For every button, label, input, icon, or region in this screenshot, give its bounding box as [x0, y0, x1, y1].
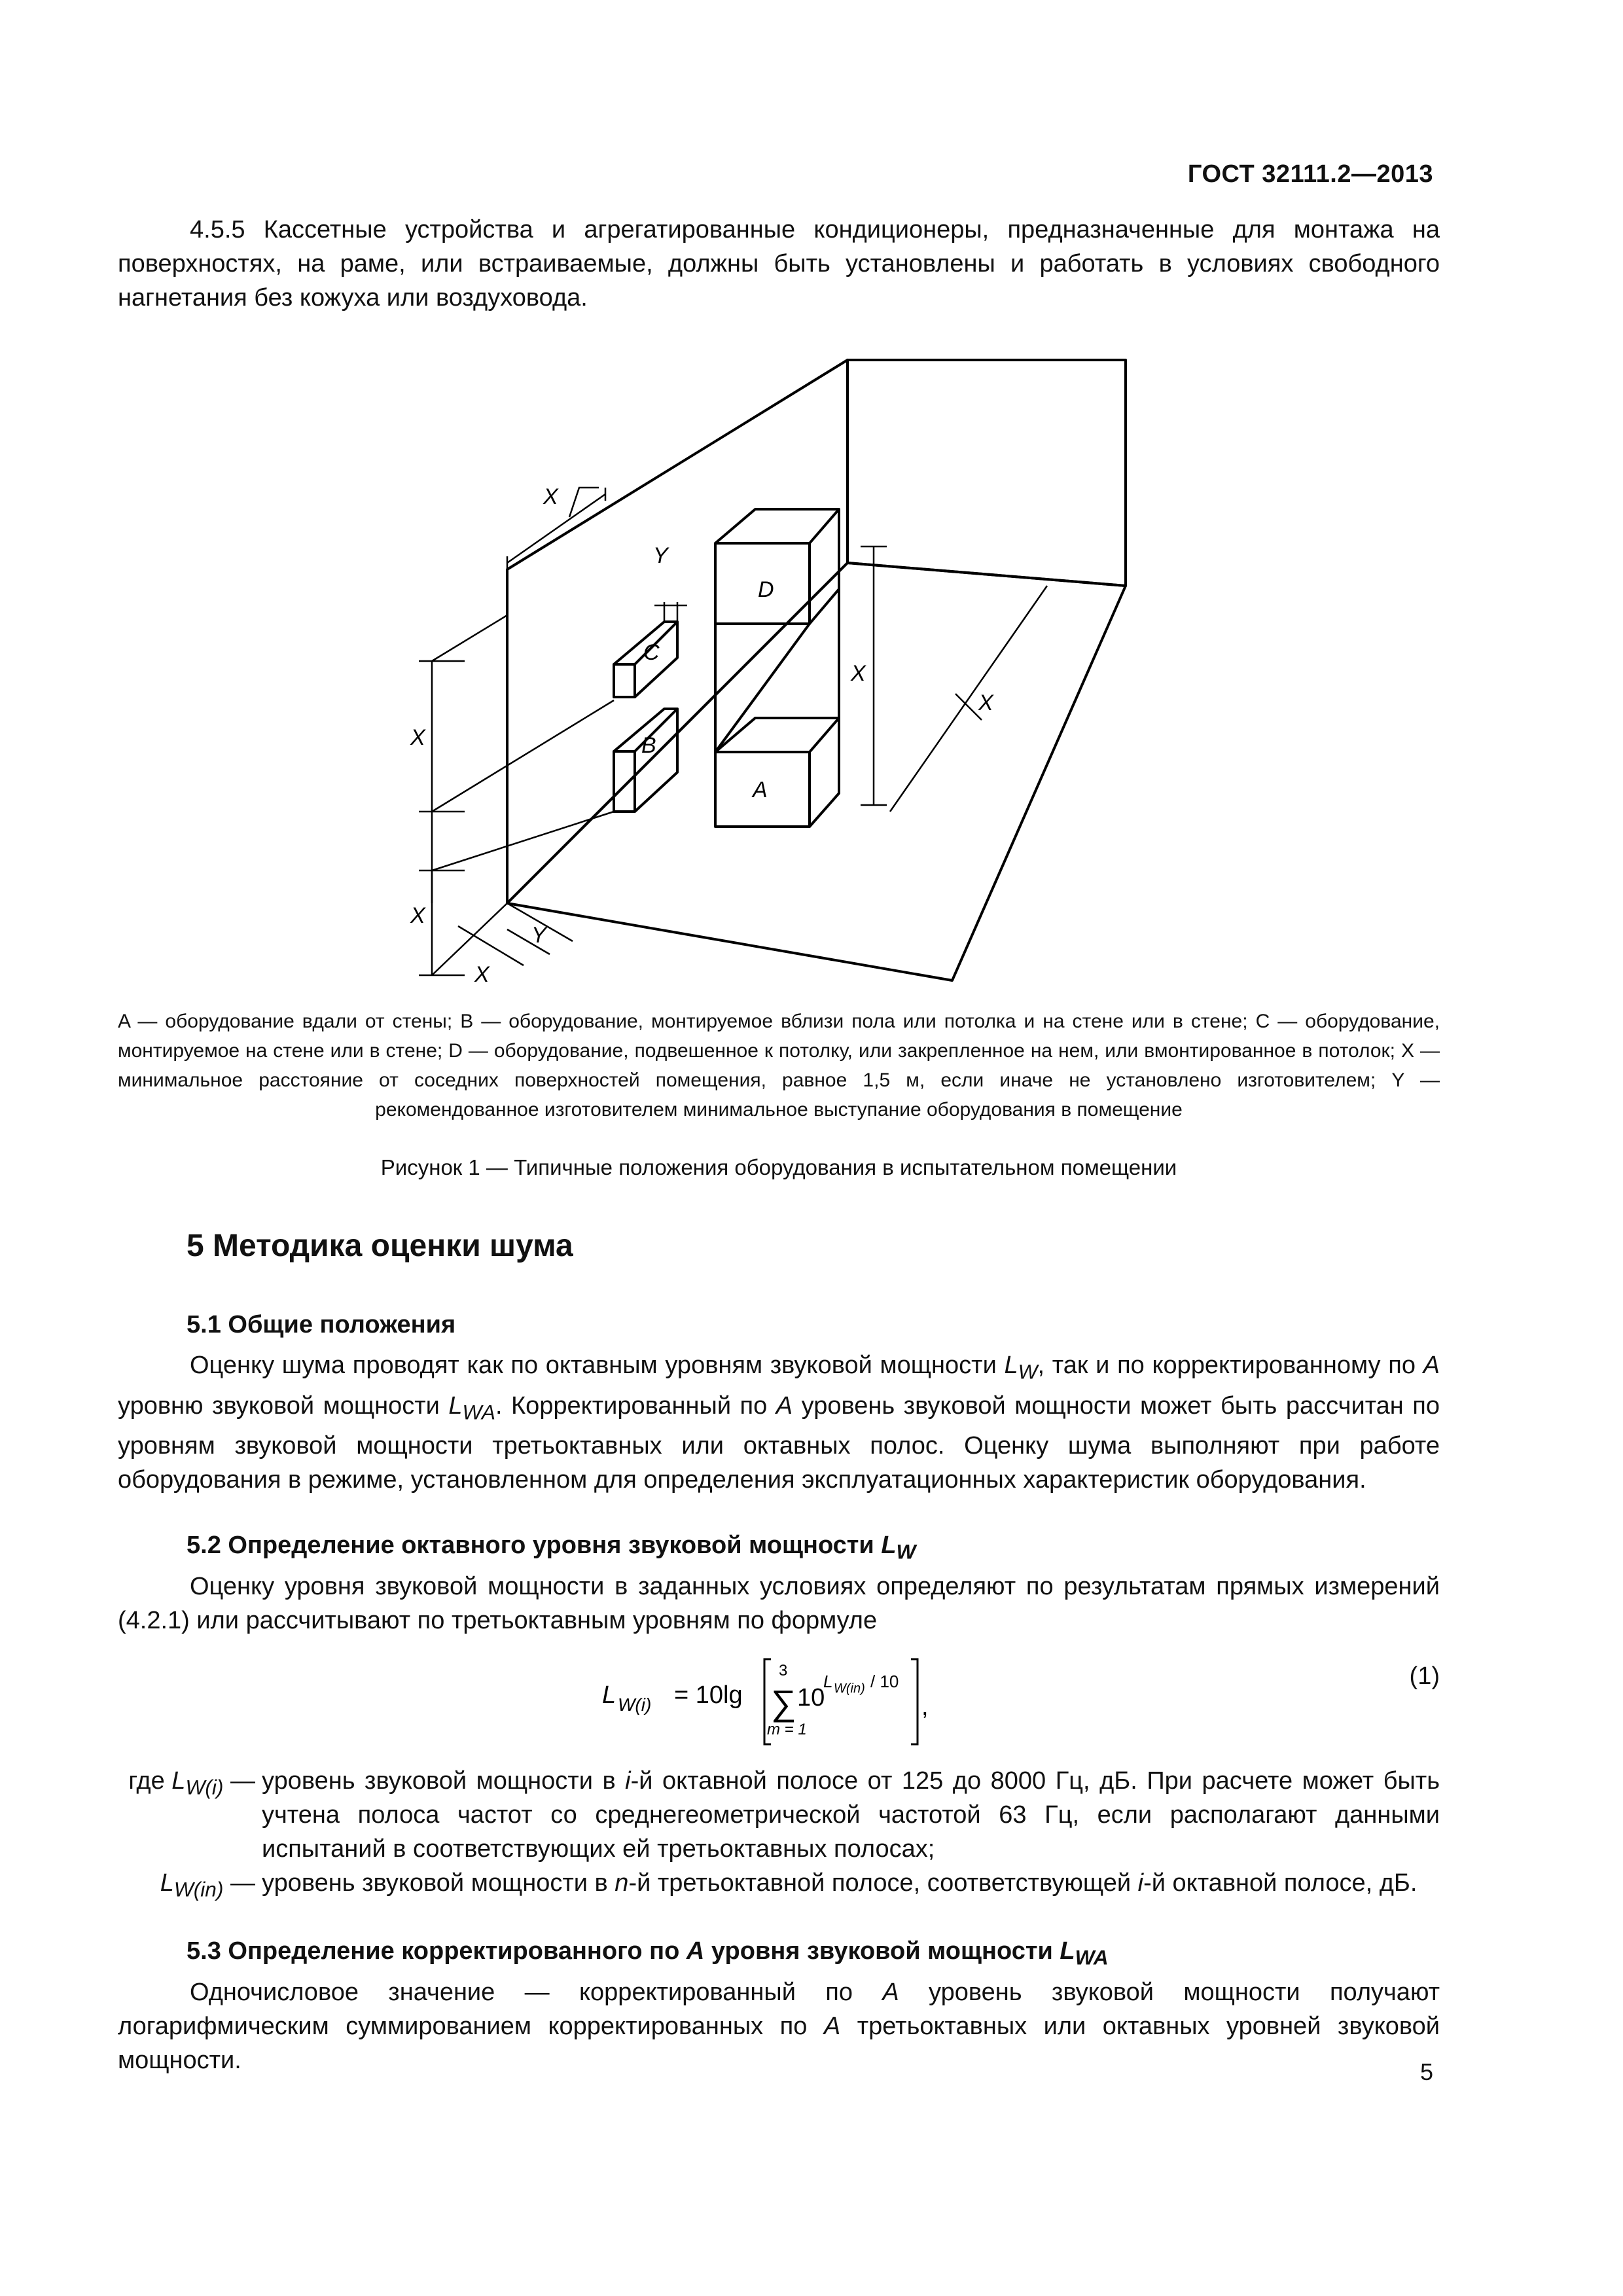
box-b [614, 709, 677, 812]
symbol-wa: WA [462, 1400, 495, 1424]
symbol-i: i [1137, 1869, 1144, 1897]
formula-number: (1) [1409, 1662, 1440, 1690]
back-wall [847, 360, 1126, 586]
figure-caption: Рисунок 1 — Типичные положения оборудования в испытательном помещении [380, 1155, 1177, 1179]
text-run: уровень звуковой мощности может быть рассчитан по уровням звуковой мощности третьоктавных или октавных полос. Оценку шума выполняют при работе оборудования в режиме, установленном для определения эксплуатационных характеристик оборудования. [118, 1391, 1440, 1494]
symbol-l: L [1004, 1352, 1018, 1379]
dim-y-top [654, 602, 687, 622]
definition-lwin [118, 1866, 1440, 1907]
figure-diagram [380, 353, 1243, 995]
definition-text [262, 1764, 1440, 1866]
symbol-l: L [160, 1869, 174, 1897]
stand-lines [715, 589, 839, 752]
symbol-l: L [448, 1391, 463, 1420]
box-d [715, 509, 839, 624]
definitions-list [118, 1764, 1440, 1907]
definition-lwi [118, 1764, 1440, 1866]
symbol-l: L [1060, 1937, 1075, 1965]
formula-comma: , [921, 1693, 929, 1721]
symbol-w: W [896, 1539, 916, 1564]
label-x-right-diagonal: X [978, 691, 993, 715]
symbol-i: i [625, 1767, 631, 1795]
label-x-left-lower: X [410, 903, 425, 928]
subsection-5-3-paragraph [118, 1975, 1440, 2077]
symbol-sub: W(in) [173, 1877, 224, 1901]
symbol-w: W [1018, 1359, 1038, 1384]
formula-lhs-sub: W(i) [618, 1695, 652, 1715]
title-text: 5.3 Определение корректированного по [187, 1937, 687, 1965]
text-run: -й третьоктавной полосе, соответствующей [628, 1869, 1138, 1897]
dash: — [223, 1869, 255, 1897]
label-d: D [758, 577, 774, 602]
title-text: уровня звуковой мощности [704, 1937, 1060, 1965]
figure-legend: A — оборудование вдали от стены; B — оборудование, монтируемое вблизи пола или потолка и на стене или в стене; C — оборудование, монтируемое на стене или в стене; D — оборудование, подвешенное к потолку, или закрепленное на нем, или вмонтированное в потолок; X — минимальное расстояние от соседних поверхностей помещения, равное 1,5 м, если иначе не установлено изготовителем; Y — рекомендованное изготовителем минимальное выступание оборудования в помещение [118, 1011, 1440, 1121]
text-run: уровень звуковой мощности в [262, 1869, 615, 1897]
formula-1 [589, 1649, 982, 1754]
where-word: где [128, 1767, 172, 1795]
label-x-left-upper: X [410, 725, 425, 750]
title-text: 5.2 Определение октавного уровня звуковой мощности [187, 1532, 882, 1559]
formula-sigma: ∑ [771, 1683, 796, 1723]
label-x-top: X [543, 484, 558, 509]
text-run: Одночисловое значение — корректированный по [190, 1979, 883, 2006]
intro-paragraph: 4.5.5 Кассетные устройства и агрегатированные кондиционеры, предназначенные для монтажа на поверхностях, на раме, или встраиваемые, должны быть установлены и работать в условиях свободного нагнетания без кожуха или воздуховода. [118, 216, 1440, 312]
label-x-right-vertical: X [851, 661, 866, 686]
symbol-l: L [881, 1532, 897, 1559]
text-run: -й октавной полосе, дБ. [1143, 1869, 1418, 1897]
page-number: 5 [1419, 2058, 1433, 2085]
formula-lhs: L [602, 1681, 616, 1709]
definition-text [262, 1866, 1440, 1907]
text-run: третьоктавных или октавных уровней звуковой мощности. [118, 2013, 1440, 2074]
text-run: . Корректированный по [495, 1391, 776, 1420]
definition-term [118, 1764, 262, 1866]
formula-exponent-tail: / 10 [870, 1672, 899, 1691]
symbol-l: L [171, 1767, 186, 1795]
section-5-title: 5 Методика оценки шума [187, 1229, 573, 1263]
text-run: уровень звуковой мощности получают логарифмическим суммированием корректированных по [118, 1979, 1440, 2040]
text-run: -й октавной полосе от 125 до 8000 Гц, дБ. При расчете может быть учтена полоса частот со среднегеометрической частотой 63 Гц, если располагают данными испытаний в соответствующих ей третьоктавных полосах; [262, 1767, 1440, 1863]
subsection-5-2-paragraph: Оценку уровня звуковой мощности в заданных условиях определяют по результатам прямых измерений (4.2.1) или рассчитывают по третьоктавным уровням по формуле [118, 1573, 1440, 1634]
label-y-bottom: Y [531, 923, 546, 948]
definition-term [118, 1866, 262, 1907]
dash: — [223, 1767, 255, 1795]
text-run: уровню звуковой мощности [118, 1391, 449, 1420]
symbol-a: A [776, 1391, 793, 1420]
subsection-5-1-title: 5.1 Общие положения [187, 1311, 456, 1338]
box-a [715, 718, 839, 827]
floor [507, 563, 1126, 980]
formula-sum-lower: m = 1 [767, 1721, 807, 1738]
doc-header: ГОСТ 32111.2—2013 [1187, 160, 1433, 188]
label-a: A [753, 778, 768, 802]
text-run: , так и по корректированному по [1037, 1352, 1423, 1379]
label-x-bottom: X [474, 962, 490, 987]
formula-exponent-sub: W(in) [834, 1681, 865, 1696]
extension-lines-left [432, 615, 614, 975]
formula-coeff: = 10lg [674, 1681, 743, 1709]
symbol-a: A [882, 1979, 899, 2006]
symbol-a: A [1423, 1352, 1440, 1379]
formula-sum-upper: 3 [779, 1662, 788, 1679]
label-b: B [641, 733, 656, 758]
dim-x-right-diagonal [890, 586, 1047, 812]
text-run: Оценку шума проводят как по октавным уровням звуковой мощности [190, 1352, 1005, 1379]
subsection-5-2-title [187, 1532, 916, 1564]
formula-exponent: L [823, 1672, 833, 1691]
symbol-n: n [615, 1869, 629, 1897]
text-run: уровень звуковой мощности в [262, 1767, 626, 1795]
subsection-5-1-paragraph [118, 1348, 1440, 1497]
label-y-top: Y [653, 543, 668, 568]
symbol-sub: W(i) [185, 1775, 224, 1799]
subsection-5-3-title [187, 1937, 1109, 1970]
label-c: C [643, 640, 660, 665]
dim-x-left-lower [419, 870, 465, 975]
symbol-wa: WA [1075, 1945, 1109, 1969]
symbol-a: A [823, 2013, 841, 2040]
symbol-a: A [686, 1937, 705, 1965]
formula-base: 10 [797, 1684, 825, 1712]
